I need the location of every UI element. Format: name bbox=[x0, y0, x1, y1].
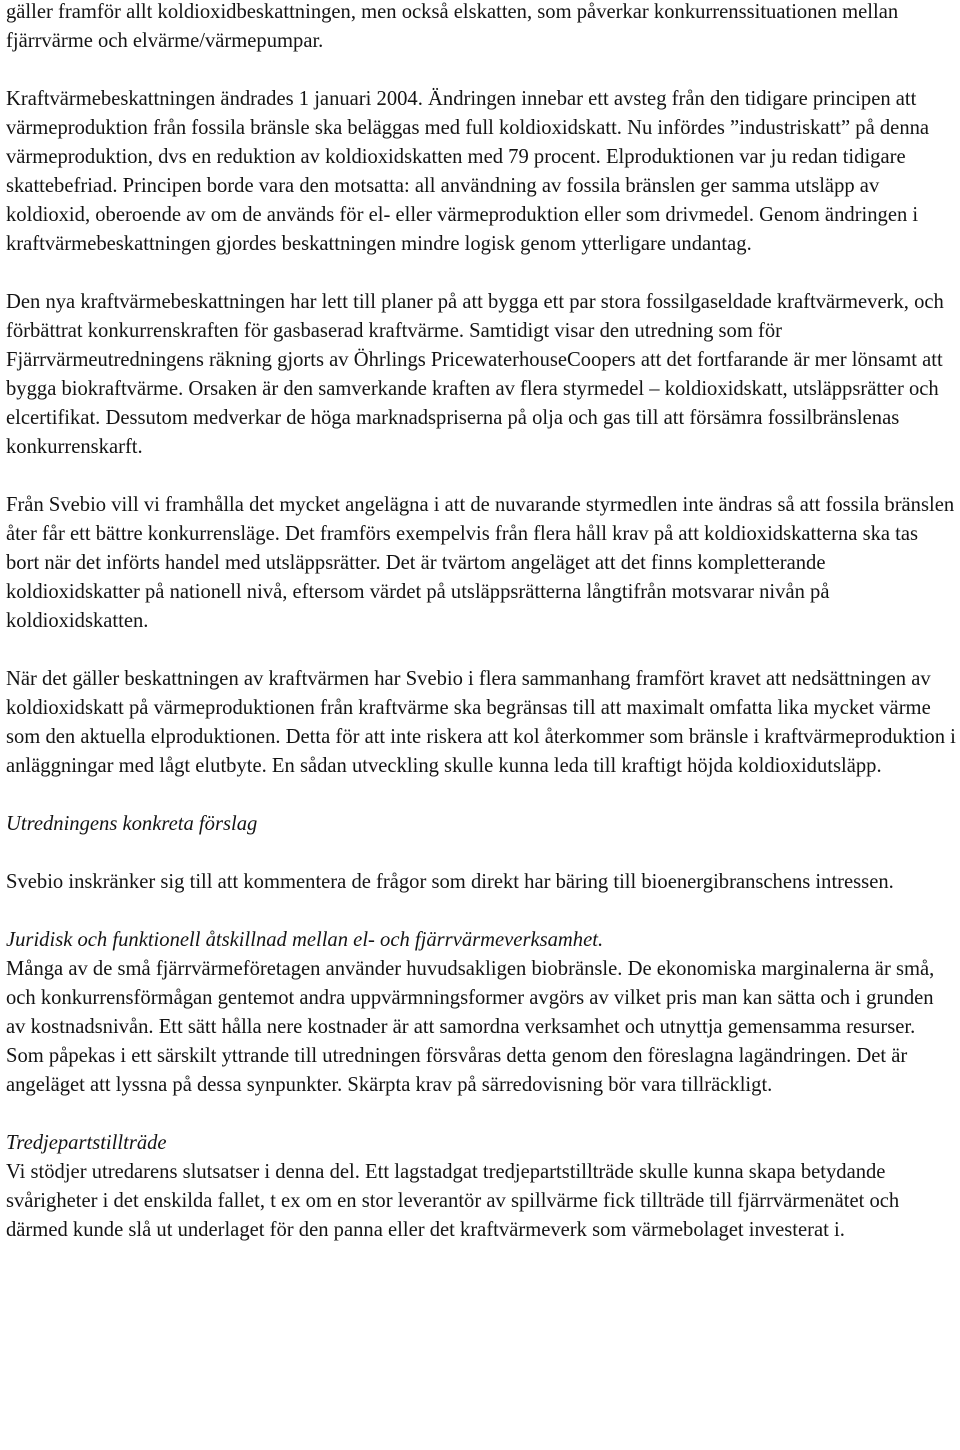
heading-tredjepartstilltrade: Tredjepartstillträde bbox=[6, 1132, 167, 1154]
paragraph-tredjepartstilltrade: Vi stödjer utredarens slutsatser i denna del. Ett lagstadgat tredjepartstillträde skulle kunna skapa betydande svårigheter i det enskilda fallet, t ex om en stor leverantör av spillvärme fick tillträde till fjärrvärmenätet och därmed kunde slå ut underlaget för den panna eller det kraftvärmeverk som värmebolaget investerat i. bbox=[6, 1161, 900, 1241]
paragraph-svebio-inskranker: Svebio inskränker sig till att kommentera de frågor som direkt har bäring till bioenergibranschens intressen. bbox=[6, 871, 894, 893]
paragraph-sma-fjarrvarmeforetag: Många av de små fjärrvärmeföretagen använder huvudsakligen biobränsle. De ekonomiska marginalerna är små, och konkurrensförmågan gentemot andra uppvärmningsformer avgörs av vilket pris man kan sätta och i grunden av kostnadsnivån. Ett sätt hålla nere kostnader är att samordna verksamhet och utnyttja gemensamma resurser. Som påpekas i ett särskilt yttrande till utredningen försvåras detta genom den föreslagna lagändringen. Det är angeläget att lyssna på dessa synpunkter. Skärpta krav på särredovisning bör vara tillräckligt. bbox=[6, 958, 935, 1096]
paragraph-svebio-styrmedel: Från Svebio vill vi framhålla det mycket angelägna i att de nuvarande styrmedlen inte ändras så att fossila bränslen åter får ett bättre konkurrensläge. Det framförs exempelvis från flera håll krav på att koldioxidskatterna ska tas bort när det införts handel med utsläppsrätter. Det är tvärtom angeläget att det finns kompletterande koldioxidskatter på nationell nivå, eftersom värdet på utsläppsrätterna långtifrån motsvarar nivån på koldioxidskatten. bbox=[6, 494, 955, 632]
document-page bbox=[6, 0, 956, 1245]
paragraph-svebio-kraftvarme-krav: När det gäller beskattningen av kraftvärmen har Svebio i flera sammanhang framfört kravet att nedsättningen av koldioxidskatt på värmeproduktionen från kraftvärme ska begränsas till att maximalt omfatta lika mycket värme som den aktuella elproduktionen. Detta för att inte riskera att kol återkommer som bränsle i kraftvärmeproduktion i anläggningar med lågt elutbyte. En sådan utveckling skulle kunna leda till kraftigt höjda koldioxidutsläpp. bbox=[6, 668, 956, 777]
paragraph-kraftvarmebeskattning-2004: Kraftvärmebeskattningen ändrades 1 januari 2004. Ändringen innebar ett avsteg från den tidigare principen att värmeproduktion från fossila bränsle ska beläggas med full koldioxidskatt. Nu infördes ”industriskatt” på denna värmeproduktion, dvs en reduktion av koldioxidskatten med 79 procent. Elproduktionen var ju redan tidigare skattebefriad. Principen borde vara den motsatta: all användning av fossila bränslen ger samma utsläpp av koldioxid, oberoende av om de används för el- eller värmeproduktion eller som drivmedel. Genom ändringen i kraftvärmebeskattningen gjordes beskattningen mindre logisk genom ytterligare undantag. bbox=[6, 88, 930, 255]
heading-utredningens-forslag: Utredningens konkreta förslag bbox=[6, 813, 258, 835]
heading-juridisk-atskillnad: Juridisk och funktionell åtskillnad mellan el- och fjärrvärmeverksamhet. bbox=[6, 929, 604, 951]
paragraph-nya-kraftvarmebeskattningen: Den nya kraftvärmebeskattningen har lett till planer på att bygga ett par stora fossilgaseldade kraftvärmeverk, och förbättrat konkurrenskraften för gasbaserad kraftvärme. Samtidigt visar den utredning som för Fjärrvärmeutredningens räkning gjorts av Öhrlings PricewaterhouseCoopers att det fortfarande är mer lönsamt att bygga biokraftvärme. Orsaken är den samverkande kraften av flera styrmedel – koldioxidskatt, utsläppsrätter och elcertifikat. Dessutom medverkar de höga marknadspriserna på olja och gas till att försämra fossilbränslenas konkurrenskarft. bbox=[6, 291, 944, 458]
paragraph-fjarrvarme-konkurrens: gäller framför allt koldioxidbeskattningen, men också elskatten, som påverkar konkurrenssituationen mellan fjärrvärme och elvärme/värmepumpar. bbox=[6, 1, 899, 52]
